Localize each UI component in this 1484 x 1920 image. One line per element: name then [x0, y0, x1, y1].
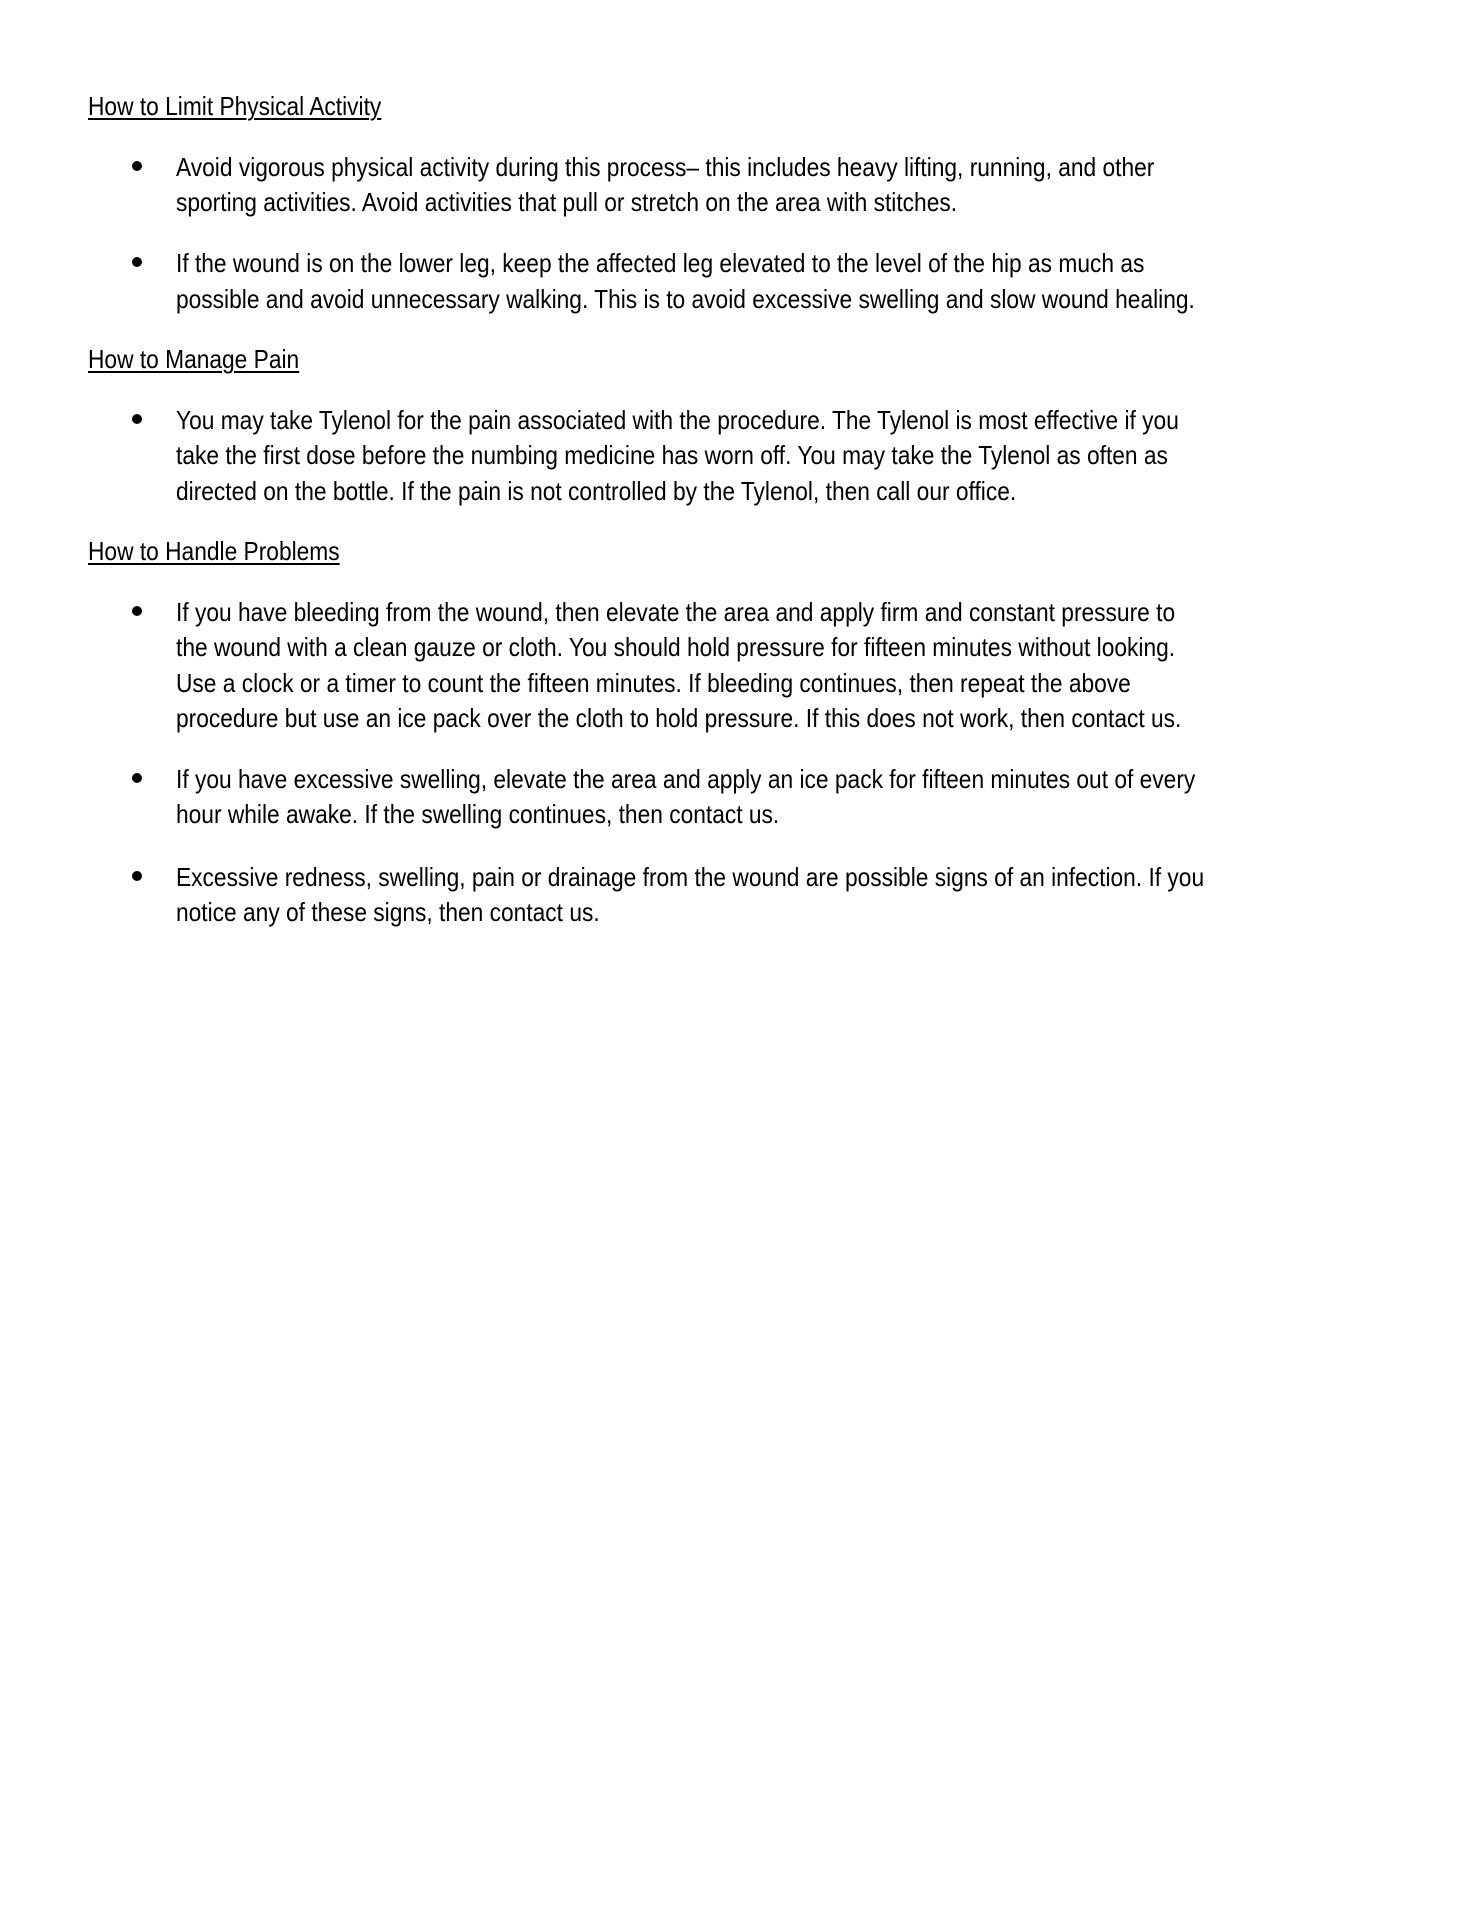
list-item-line: the wound with a clean gauze or cloth. You should hold pressure for fifteen minutes without looking.	[176, 632, 1176, 662]
bullet-dot-icon	[132, 161, 142, 171]
section-heading-text: How to Limit Physical Activity	[88, 91, 382, 121]
list-item-line: directed on the bottle. If the pain is not controlled by the Tylenol, then call our office.	[176, 476, 1017, 506]
list-item-line: procedure but use an ice pack over the cloth to hold pressure. If this does not work, then contact us.	[176, 703, 1182, 733]
list-item-line: You may take Tylenol for the pain associated with the procedure. The Tylenol is most effective if you	[176, 405, 1179, 435]
list-item-line: If you have bleeding from the wound, then elevate the area and apply firm and constant pressure to	[176, 597, 1176, 627]
section-heading-text: How to Handle Problems	[88, 536, 340, 566]
bullet-dot-icon	[132, 871, 142, 881]
list-item-line: possible and avoid unnecessary walking. This is to avoid excessive swelling and slow wound healing.	[176, 284, 1195, 314]
bullet-dot-icon	[132, 773, 142, 783]
list-item-line: notice any of these signs, then contact us.	[176, 897, 600, 927]
section-heading-limit-activity	[88, 91, 381, 121]
list-item-line: take the first dose before the numbing medicine has worn off. You may take the Tylenol as often as	[176, 440, 1168, 470]
bullet-dot-icon	[132, 257, 142, 267]
bullet-dot-icon	[132, 606, 142, 616]
list-item-line: hour while awake. If the swelling continues, then contact us.	[176, 799, 780, 829]
section-heading-manage-pain	[88, 344, 299, 374]
list-item-line: If the wound is on the lower leg, keep the affected leg elevated to the level of the hip as much as	[176, 248, 1145, 278]
list-item-line: Excessive redness, swelling, pain or drainage from the wound are possible signs of an infection. If you	[176, 862, 1205, 892]
list-item-line: Avoid vigorous physical activity during this process– this includes heavy lifting, running, and other	[176, 152, 1155, 182]
bullet-dot-icon	[132, 414, 142, 424]
section-heading-text: How to Manage Pain	[88, 344, 300, 374]
list-item-line: sporting activities. Avoid activities that pull or stretch on the area with stitches.	[176, 187, 958, 217]
list-item-line: Use a clock or a timer to count the fifteen minutes. If bleeding continues, then repeat the above	[176, 668, 1131, 698]
list-item-line: If you have excessive swelling, elevate the area and apply an ice pack for fifteen minutes out of every	[176, 764, 1196, 794]
section-heading-handle-problems	[88, 536, 340, 566]
